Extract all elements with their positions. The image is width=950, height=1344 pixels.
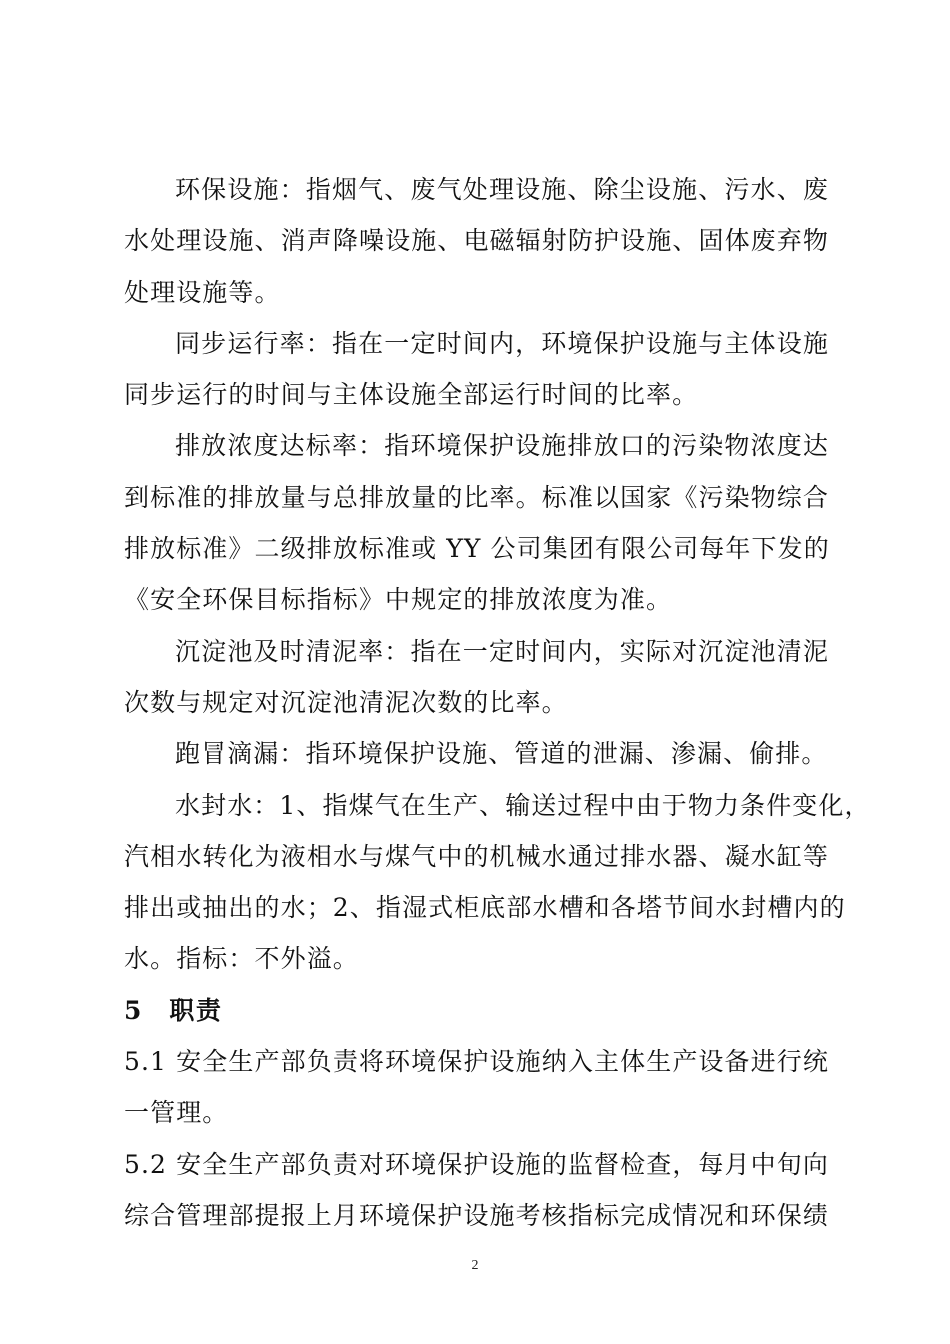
text-line: 水封水：1、指煤气在生产、输送过程中由于物力条件变化， [175,790,871,820]
document-body [124,164,871,1241]
paragraph-leakage [124,728,829,779]
text-line: 《安全环保目标指标》中规定的排放浓度为准。 [124,585,673,615]
text-line: 综合管理部提报上月环境保护设施考核指标完成情况和环保绩 [124,1200,829,1230]
text-line: 次数与规定对沉淀池清泥次数的比率。 [124,687,568,717]
text-line: 5.1 安全生产部负责将环境保护设施纳入主体生产设备进行统 [124,1047,829,1077]
text-line: 同步运行的时间与主体设施全部运行时间的比率。 [124,380,699,410]
text-line: 一管理。 [124,1098,229,1128]
text-line: 跑冒滴漏：指环境保护设施、管道的泄漏、渗漏、偷排。 [175,739,828,769]
text-line: 环保设施：指烟气、废气处理设施、除尘设施、污水、废 [175,175,829,204]
paragraph-sync-rate [124,318,829,421]
text-line: 处理设施等。 [124,277,281,307]
text-line: 排出或抽出的水；2、指湿式柜底部水槽和各塔节间水封槽内的 [124,893,846,923]
paragraph-discharge-rate [124,420,829,625]
text-line: 水。指标：不外溢。 [124,944,359,974]
section-heading: 5 职责 [124,995,223,1025]
paragraph-env-facilities [124,164,829,318]
section-5 [124,985,829,1241]
text-line: 到标准的排放量与总排放量的比率。标准以国家《污染物综合 [124,482,829,512]
text-line: 排放标准》二级排放标准或 YY 公司集团有限公司每年下发的 [124,534,830,564]
clause-5-1 [124,1036,829,1139]
text-line: 5.2 安全生产部负责对环境保护设施的监督检查，每月中旬向 [124,1149,829,1179]
page-number: 2 [471,1258,479,1273]
text-line: 水处理设施、消声降噪设施、电磁辐射防护设施、固体废弃物 [124,226,829,256]
paragraph-sludge-rate [124,626,829,729]
text-line: 同步运行率：指在一定时间内，环境保护设施与主体设施 [175,328,829,358]
text-line: 排放浓度达标率：指环境保护设施排放口的污染物浓度达 [175,431,829,461]
text-line: 沉淀池及时清泥率：指在一定时间内，实际对沉淀池清泥 [175,636,829,666]
text-line: 汽相水转化为液相水与煤气中的机械水通过排水器、凝水缸等 [124,841,829,871]
clause-5-2 [124,1139,829,1242]
paragraph-water-seal [124,780,871,985]
